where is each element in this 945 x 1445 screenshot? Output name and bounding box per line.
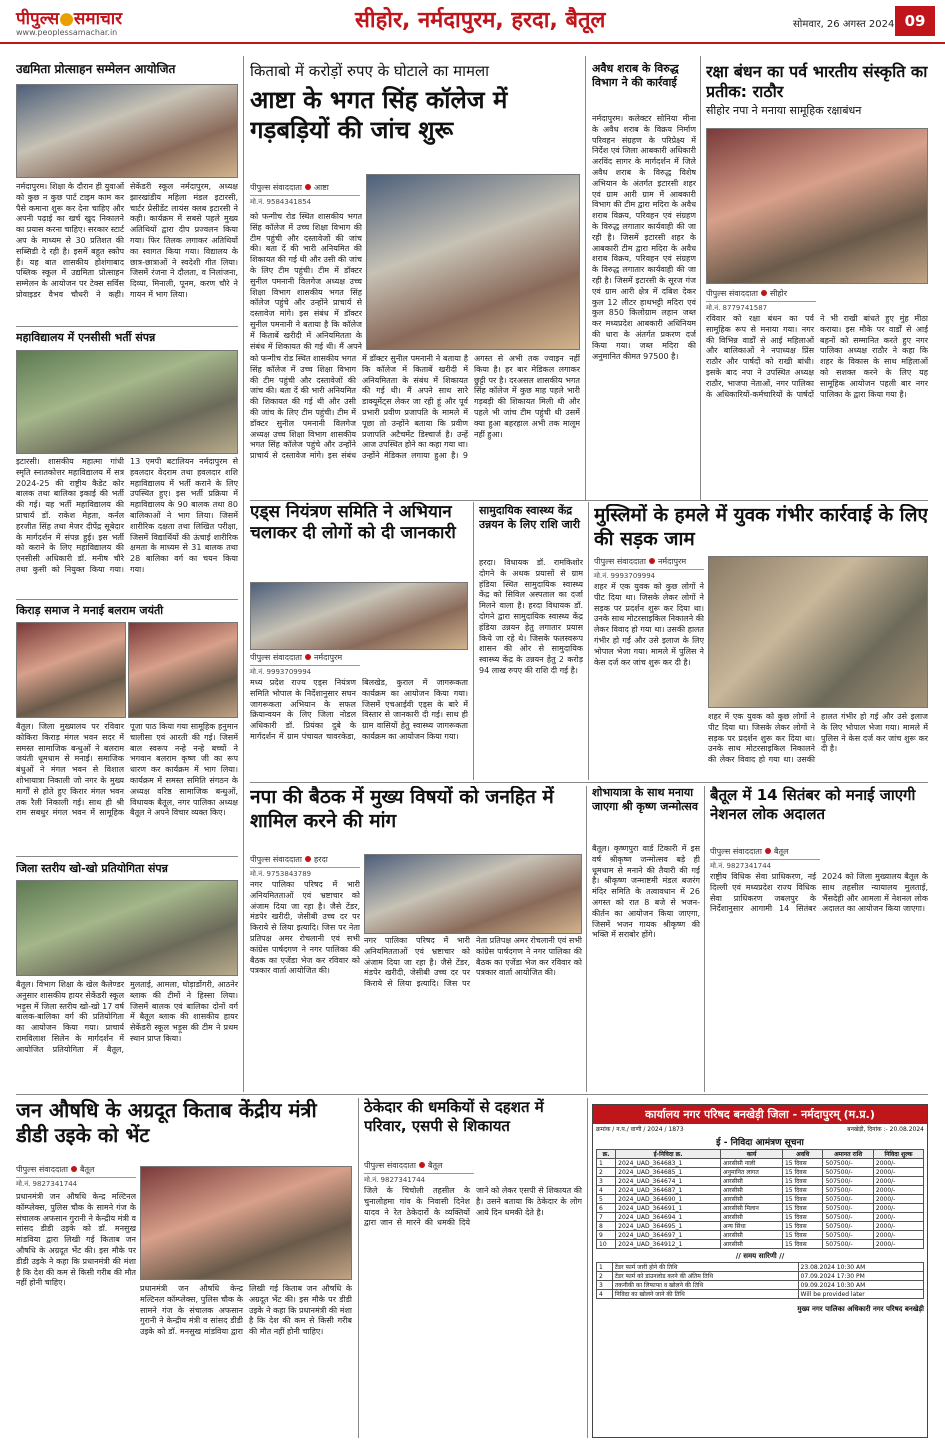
article-headline[interactable]: उद्यमिता प्रोत्साहन सम्मेलन आयोजित [16, 62, 176, 76]
table-cell: 507500/- [823, 1168, 873, 1177]
location-pin-icon [305, 184, 311, 190]
article-photo [128, 622, 238, 718]
article-body: मध्य प्रदेश राज्य एड्स नियंत्रण समिति भोपाल के निर्देशानुसार सघन जागरूकता अभियान के सफल क्रियान्वयन के लिए जिला नोडल अधिकारी डॉ. प्रियंका दुबे के मार्गदर्शन में ग्राम पंचायत चावरकेडा, बिलखेड, कुराल में जागरूकता कार्यक्रम का आयोजन किया गया। जिसमें एचआईवी एड्स के बारे में विस्तार से जानकारी दी गई। साथ ही ग्राम वासियों हेतु स्वास्थ्य जागरूकता कार्यक्रम का आयोजन किया गया। [250, 678, 468, 741]
article-headline[interactable]: रक्षा बंधन का पर्व भारतीय संस्कृति का प्रतीक: राठौर [706, 62, 928, 101]
schedule-title: // समय सारिणी // [735, 1252, 785, 1260]
location-pin-icon [305, 654, 311, 660]
table-cell: 1 [597, 1159, 616, 1168]
byline-mobile: मो.नं. 9584341854 [250, 198, 312, 206]
table-cell: 2000/- [873, 1168, 923, 1177]
table-cell: 15 दिवस [782, 1222, 823, 1231]
article-adalat-head [710, 786, 928, 840]
column-divider [587, 1098, 588, 1438]
article-photo [708, 556, 928, 708]
table-row [597, 1168, 924, 1177]
table-cell: 2 [597, 1168, 616, 1177]
byline [706, 288, 816, 302]
table-cell: आरसीसी नाली [721, 1159, 783, 1168]
byline-name: पीपुल्स संवाददाता [250, 183, 302, 192]
location-pin-icon [761, 290, 767, 296]
table-cell: 2024_UAD_364683_1 [616, 1159, 721, 1168]
article-photo [16, 622, 126, 718]
tender-table [596, 1149, 924, 1249]
table-cell: 2000/- [873, 1186, 923, 1195]
table-cell: 507500/- [823, 1231, 873, 1240]
article-body: बैतूल। कृष्णपुरा वार्ड टिकारी में इस वर्ष श्रीकृष्ण जन्मोत्सव बड़े ही धूमधाम से मनाने की तैयारी की गई है। श्रीकृष्ण जन्माष्टमी मंडल बजरंग मंदिर समिति के तत्वावधान में 26 अगस्त को रात 8 बजे से भजन-कीर्तन का आयोजन किया जाएगा, जिसमें भजन गायक श्रीकृष्ण की भक्ति में सराबोर होंगे। [592, 844, 700, 940]
table-cell: 5 [597, 1195, 616, 1204]
tender-header-cell: निविदा शुल्क [873, 1150, 923, 1159]
table-cell: 2000/- [873, 1159, 923, 1168]
tender-signature: मुख्य नगर पालिका अधिकारी नगर परिषद बनखेड़ी [797, 1305, 924, 1313]
byline-name: पीपुल्स संवाददाता [706, 289, 758, 298]
divider [250, 782, 928, 783]
logo-text-b: समाचार [73, 9, 123, 29]
table-cell: आरसीसी [721, 1213, 783, 1222]
tender-notice [592, 1104, 928, 1438]
article-aids-body [250, 678, 468, 778]
article-body: शहर में एक युवक को कुछ लोगों ने पीट दिया था। जिसके लेकर लोगों ने सड़क पर प्रदर्शन शुरू कर दिया था। उनके साथ मोटरसाइकिल निकालने की लेकर विवाद हो गया था। उसकी हालत गंभीर हो गई और उसे इलाज के लिए भोपाल भेजा गया। मामले में पुलिस ने केस दर्ज कर जांच शुरू कर दी है। [594, 582, 704, 667]
schedule-table [596, 1262, 924, 1299]
article-photo [16, 84, 238, 178]
article-ncc-headline-wrap [16, 331, 238, 347]
column-divider [243, 56, 244, 1092]
article-body: जिले के चिचोली तहसील के चुनालोहमा गांव के निवासी दिनेश यादव ने रेत ठेकेदारों के व्यक्तियों द्वारा जान से मारने की धमकी दिये जाने को लेकर एसपी से शिकायत की है। उसने बताया कि ठेकेदार के लोग आये दिन धमकी देते है। [364, 1186, 582, 1228]
table-cell: 2000/- [873, 1231, 923, 1240]
article-aushadhi-byline [16, 1164, 136, 1188]
article-napa-body [250, 880, 360, 1090]
schedule-row [597, 1272, 924, 1281]
article-aids-head [250, 502, 468, 580]
table-cell: टेंडर फार्म को डाउनलोड करने की अंतिम तिथि [612, 1272, 798, 1281]
table-cell: 07.09.2024 17:30 PM [798, 1272, 923, 1281]
article-headline[interactable]: सामुदायिक स्वास्थ्य केंद्र उन्नयन के लिए राशि जारी [479, 504, 580, 531]
table-cell: आरसीसी [721, 1177, 783, 1186]
table-cell: 15 दिवस [782, 1231, 823, 1240]
byline-mobile: मो.नं. 9993709994 [250, 668, 312, 676]
table-cell: 9 [597, 1231, 616, 1240]
article-kirad-body [16, 722, 238, 852]
article-napa-byline [250, 854, 360, 878]
byline-mobile: मो.नं. 9753843789 [250, 870, 312, 878]
byline [364, 1160, 474, 1174]
byline-mobile: मो.नं. 9827341744 [364, 1176, 426, 1184]
article-headline[interactable]: मुस्लिमों के हमले में युवक गंभीर कार्रवाई के लिए की सड़क जाम [594, 504, 928, 550]
location-pin-icon [649, 558, 655, 564]
table-cell: 2000/- [873, 1204, 923, 1213]
schedule-row [597, 1281, 924, 1290]
article-napa-body-b [364, 936, 582, 1090]
logo-dot-icon: ● [59, 9, 74, 29]
tender-office-title: कार्यालय नगर परिषद बनखेड़ी जिला - नर्मदापुरम् (म.प्र.) [593, 1105, 927, 1124]
tender-header-cell: ई-निविदा क्र. [616, 1150, 721, 1159]
article-photo [706, 128, 928, 284]
byline-mobile: मो.नं. 9827341744 [16, 1180, 78, 1188]
article-krishna-head [592, 786, 700, 840]
article-headline[interactable]: अवैध शराब के विरुद्ध विभाग ने की कार्रवाई [592, 62, 679, 89]
table-cell: आरसीसी [721, 1195, 783, 1204]
divider [16, 1094, 928, 1095]
table-cell: 15 दिवस [782, 1177, 823, 1186]
article-roadjam-body-b [708, 712, 928, 778]
table-cell: आरसीसी मिलान [721, 1204, 783, 1213]
article-headline[interactable]: महाविद्यालय में एनसीसी भर्ती संपन्न [16, 331, 156, 344]
article-ashta-body-b [250, 354, 580, 496]
article-body: नगर पालिका परिषद में भारी अनियमितताओं एवं भ्रष्टाचार को अंजाम दिया जा रहा है। जैसे टेंडर, मंडपेर खरीदी, जेसीबी उच्च दर पर किराये से लिया इत्यादि। जिस पर नेता प्रतिपक्ष अमर रोचलानी एवं सभी कांग्रेस पार्षदगण ने नगर पालिका की बैठक का एजेंडा भेज कर रविवार को पत्रकार वार्ता आयोजित की। [364, 936, 582, 989]
table-cell: 2024_UAD_364691_1 [616, 1204, 721, 1213]
byline [250, 182, 360, 196]
article-udyamita-headline-wrap [16, 62, 238, 78]
page-number: 09 [895, 6, 935, 36]
article-raksha-body [706, 314, 928, 496]
article-body: प्रधानमंत्री जन औषधि केन्द्र मल्टिनल कॉम्प्लेक्स, पुलिस चौक के सामने गंज के संचालक अफसान गुरानी ने केन्द्रीय मंत्री व सांसद डीडी उइके को डॉ. मनसुख मांडविया द्वारा लिखी गई किताब जन औषधि के अग्रदूत भेंट की। इस मौके पर डीडी उइके ने कहा कि प्रधानमंत्री की मंशा है कि देश की कम से किसी गरीब की मौत नहीं होनी चाहिए। [16, 1192, 136, 1288]
table-cell: 2000/- [873, 1213, 923, 1222]
table-cell: तकनीकी का लिफाफा व खोलने की तिथि [612, 1281, 798, 1290]
table-row [597, 1213, 924, 1222]
byline-place: सीहोर [769, 289, 788, 298]
article-napa-head [250, 786, 582, 846]
article-roadjam-body [594, 582, 704, 778]
table-cell: 3 [597, 1177, 616, 1186]
article-headline[interactable]: किराड़ समाज ने मनाई बलराम जयंती [16, 604, 164, 617]
table-cell: निविदा का खोलने जाने की तिथि [612, 1290, 798, 1299]
table-cell: 2 [597, 1272, 613, 1281]
table-cell: 507500/- [823, 1240, 873, 1249]
location-pin-icon [765, 848, 771, 854]
table-cell: 6 [597, 1204, 616, 1213]
site-url[interactable]: www.peoplessamachar.in [16, 28, 118, 37]
byline-name: पीपुल्स संवाददाता [364, 1161, 416, 1170]
article-adalat-body [710, 872, 928, 1090]
article-roadjam-byline [594, 556, 704, 580]
article-photo [140, 1166, 352, 1280]
table-cell: 507500/- [823, 1177, 873, 1186]
table-cell: 8 [597, 1222, 616, 1231]
article-headline[interactable]: जिला स्तरीय खो-खो प्रतियोगिता संपन्न [16, 862, 168, 875]
byline-name: पीपुल्स संवाददाता [710, 847, 762, 856]
location-pin-icon [71, 1166, 77, 1172]
table-row [597, 1159, 924, 1168]
table-cell: 4 [597, 1186, 616, 1195]
byline [250, 652, 360, 666]
table-cell: 2024_UAD_364697_1 [616, 1231, 721, 1240]
byline-mobile: मो.नं. 9827341744 [710, 862, 772, 870]
schedule-row [597, 1290, 924, 1299]
byline-place: बैतूल [427, 1161, 443, 1170]
article-raksha-head [706, 62, 928, 126]
table-cell: 09.09.2024 10:30 AM [798, 1281, 923, 1290]
byline-mobile: मो.नं. 8779741587 [706, 304, 768, 312]
column-divider [588, 502, 589, 780]
byline [250, 854, 360, 868]
article-body: प्रधानमंत्री जन औषधि केन्द्र मल्टिनल कॉम्प्लेक्स, पुलिस चौक के सामने गंज के संचालक अफसान गुरानी ने केन्द्रीय मंत्री व सांसद डीडी उइके को डॉ. मनसुख मांडविया द्वारा लिखी गई किताब जन औषधि के अग्रदूत भेंट की। इस मौके पर डीडी उइके ने कहा कि प्रधानमंत्री की मंशा है कि देश की कम से किसी गरीब की मौत नहीं होनी चाहिए। [140, 1284, 352, 1337]
table-cell: आरसीसी [721, 1240, 783, 1249]
byline-place: नर्मदापुरम [657, 557, 687, 566]
article-headline[interactable]: बैतूल में 14 सितंबर को मनाई जाएगी नेशनल लोक अदालत [710, 786, 916, 823]
table-cell: 507500/- [823, 1222, 873, 1231]
article-photo [366, 174, 580, 350]
table-cell: आरसीसी [721, 1186, 783, 1195]
table-cell: 2024_UAD_364694_1 [616, 1213, 721, 1222]
article-body: बैतूल। जिला मुख्यालय पर रविवार कोकिरा किराड़ मंगल भवन सदर में समस्त सामाजिक बन्धुओं ने बलराम जयंती धूमधाम से मनाई। समाजिक बंधुओं ने मंगल भवन से विशाल शोभायात्रा निकाली जो नगर के मुख्य मार्गों से होते हुए किरार मंगल भवन तक रैली निकाली गई। साथ ही श्री राम सबधुर मंगल भवन में सामूहिक पूजा पाठ किया गया सामूहिक हनुमान चालीसा एवं आरती की गई। जिसमें बाल स्वरूप नन्हे नन्हे बच्चों ने भगवान बलराम कृष्ण जी का रूप धारण कर कार्यक्रम में भाग लिया। कार्यक्रम में समस्त समिति संगठन के अध्यक्ष वरिष्ठ सामाजिक बन्धुओं, विधायक बैतूल, नगर पालिका अध्यक्ष बैतूल ने अपने विचार व्यक्त किए। [16, 722, 238, 818]
tender-header-cell: क्र. [597, 1150, 616, 1159]
table-cell: 15 दिवस [782, 1186, 823, 1195]
issue-date: सोमवार, 26 अगस्त 2024 [793, 19, 895, 30]
article-photo [364, 854, 582, 934]
article-health-body [479, 558, 583, 778]
article-raksha-byline [706, 288, 816, 312]
article-headline[interactable]: आष्टा के भगत सिंह कॉलेज में गड़बड़ियों की जांच शुरू [250, 85, 508, 144]
table-cell: 4 [597, 1290, 613, 1299]
table-cell: 7 [597, 1213, 616, 1222]
table-cell: 507500/- [823, 1213, 873, 1222]
schedule-row [597, 1263, 924, 1272]
byline-name: पीपुल्स संवाददाता [250, 855, 302, 864]
tender-notice-heading: ई - निविदा आमंत्रण सूचना [716, 1138, 804, 1148]
article-krishna-body [592, 844, 700, 1090]
table-cell: Will be provided later [798, 1290, 923, 1299]
divider [16, 326, 238, 327]
column-divider [358, 1098, 359, 1438]
table-row [597, 1195, 924, 1204]
table-cell: 2024_UAD_364687_1 [616, 1186, 721, 1195]
table-cell: 15 दिवस [782, 1204, 823, 1213]
byline-name: पीपुल्स संवाददाता [594, 557, 646, 566]
table-row [597, 1240, 924, 1249]
byline-place: हरदा [313, 855, 328, 864]
table-cell: 2024_UAD_364674_1 [616, 1177, 721, 1186]
table-cell: 2000/- [873, 1195, 923, 1204]
article-body: रविवार को रक्षा बंधन का पर्व सामूहिक रूप से मनाया गया। नगर की विभिन्न वार्डों से आई महिलाओं और बालिकाओं ने नपाध्यक्ष प्रिंस राठौर और पार्षदों को राखी बांधी। इसके बाद नपा ने उपस्थित अध्यक्ष राठौर, भाजपा नेताओं, नगर पालिका के अधिकारियों-कर्मचारियों के पार्षदों ने भी राखी बांधते हुए मुंह मीठा कराया। इस मौके पर वार्डों से आई बहनों को सम्मानित करते हुए नगर पालिका अध्यक्ष राठौर ने कहा कि शहर के विकास के साथ महिलाओं को सशक्त करने के लिए यह सामूहिक आयोजन पहली बार नगर पालिका के द्वारा किया गया है। [706, 314, 928, 399]
byline-place: बैतूल [773, 847, 789, 856]
table-cell: टेंडर फार्म जारी होने की तिथि [612, 1263, 798, 1272]
article-kicker: किताबो में करोड़ों रुपए के घोटाले का मामला [250, 62, 490, 80]
article-threat-byline [364, 1160, 474, 1184]
article-headline[interactable]: ठेकेदार की धमकियों से दहशत में परिवार, एसपी से शिकायत [364, 1098, 544, 1135]
table-cell: 2024_UAD_364695_1 [616, 1222, 721, 1231]
article-health-head [479, 504, 583, 556]
column-divider [586, 786, 587, 1092]
article-adalat-byline [710, 846, 820, 870]
article-kirad-headline-wrap [16, 604, 238, 620]
article-subhead: सीहोर नपा ने मनाया सामूहिक रक्षाबंधन [706, 104, 862, 117]
article-headline[interactable]: नपा की बैठक में मुख्य विषयों को जनहित में शामिल करने की मांग [250, 786, 554, 832]
table-cell: 15 दिवस [782, 1213, 823, 1222]
table-cell: 507500/- [823, 1159, 873, 1168]
table-cell: 507500/- [823, 1204, 873, 1213]
article-aushadhi-head [16, 1098, 352, 1160]
byline-place: बैतूल [79, 1165, 95, 1174]
article-body: नर्मदापुरम। कलेक्टर सोनिया मीना के अवैध शराब के विक्रय निर्माण परिवहन संग्रहण के परिप्रेक्ष्य में निर्देश एवं जिला आबकारी अधिकारी अरविंद सागर के मार्गदर्शन में जिले अवैध शराब के विरुद्ध विशेष अभियान के अंतर्गत इटारसी शहर एवं ग्राम आरी ग्राम में आबकारी विभाग की टीम द्वारा मदिरा के अवैध शराब विक्रय, परिवहन एवं संग्रहण के विरुद्ध लगातार कार्यवाही की जा रही है। जिसमें इटारसी शहर के आबकारी टीम द्वारा मदिरा के अवैध शराब विक्रय, परिवहन एवं संग्रहण के विरुद्ध लगातार कार्यवाही की जा रही है। जिसमें इटारसी के सूरज गंज एवं ग्राम आरी क्षेत्र में दबिश देकर कुल 12 लीटर हाथभट्टी मदिरा एवं कुल 850 किलोग्राम लहान जब्त कर मध्यप्रदेश आबकारी अधिनियम की धारा के अंतर्गत प्रकरण दर्ज किया गया। जब्त मदिरा की अनुमानित कीमत 97500 है। [592, 114, 696, 361]
byline-mobile: मो.नं. 9993709994 [594, 572, 656, 580]
table-cell: 10 [597, 1240, 616, 1249]
byline [594, 556, 704, 570]
byline [710, 846, 820, 860]
table-row [597, 1204, 924, 1213]
newspaper-logo[interactable] [16, 6, 122, 29]
tender-header-cell: कार्य [721, 1150, 783, 1159]
column-divider [700, 56, 701, 500]
table-row [597, 1186, 924, 1195]
article-body: शहर में एक युवक को कुछ लोगों ने पीट दिया था। जिसके लेकर लोगों ने सड़क पर प्रदर्शन शुरू कर दिया था। उनके साथ मोटरसाइकिल निकालने की लेकर विवाद हो गया था। उसकी हालत गंभीर हो गई और उसे इलाज के लिए भोपाल भेजा गया। मामले में पुलिस ने केस दर्ज कर जांच शुरू कर दी है। [708, 712, 928, 765]
tender-header-cell: अवधि [782, 1150, 823, 1159]
article-headline[interactable]: एड्स नियंत्रण समिति ने अभियान चलाकर दी लोगों को दी जानकारी [250, 502, 456, 544]
article-liquor-head [592, 62, 696, 110]
article-body: को फन्गीच रोड स्थित शासकीय भगत सिंह कॉलेज में उच्च शिक्षा विभाग की टीम पहुंची और दस्तावेजों की जांच की। बता दें की भारी अनियमित की शिकायत की गई थी और उसी की जांच के लिए टीम पहुंची। टीम में डॉक्टर सुनील पमनानी विलगेज अध्यक्ष उच्च शिक्षा विभाग शासकीय भगत सिंह कॉलेज पहुंचे और उन्होंने प्राचार्य से दस्तावेज मांगे। इस संबंध में डॉक्टर सुनील पमनानी ने बताया है कि कॉलेज में किताबें खरीदी में अनियमितता के संबंध में शिकायत की गई थी। मैं अपने [250, 212, 362, 351]
table-cell: 2024_UAD_364912_1 [616, 1240, 721, 1249]
tender-ref: क्रमांक / न.प./ वाणी / 2024 / 1873 [596, 1126, 684, 1133]
column-divider [585, 56, 586, 500]
tender-ref-date: बनखेड़ी, दिनांक :- 20.08.2024 [847, 1126, 924, 1133]
byline-place: आष्टा [313, 183, 329, 192]
table-cell: 507500/- [823, 1195, 873, 1204]
table-cell: 2000/- [873, 1222, 923, 1231]
masthead [0, 0, 945, 44]
table-cell: 2000/- [873, 1177, 923, 1186]
article-ashta-byline [250, 182, 360, 208]
table-cell: 3 [597, 1281, 613, 1290]
table-cell: 15 दिवस [782, 1159, 823, 1168]
article-body: नर्मदापुरम। शिक्षा के दौरान ही युवाओं को कुछ न कुछ पार्ट टाइम काम कर पैसे कमाना शुरू कर देना चाहिए और अपनी पढ़ाई का खर्च खुद निकालने का प्रयास करना चाहिए। सरकार स्टार्ट अप के माध्यम से 30 प्रतिशत की सब्सिडी दे रही है। इसमें बहुत स्कोप हैं। यह बात शासकीय होशंगाबाद पब्लिक स्कूल में उद्यमिता प्रोत्साहन सम्मेलन के आयोजन पर टेक्स सर्विस प्रोवाइडर वैभव चौधरी ने कही। सेकेंडरी स्कूल नर्मदापुरम, अध्यक्ष झारखांडीय महिला मंडल इटारसी, चार्टर प्रेसीडेंट लायंस क्लब इटारसी ने कही। कार्यक्रम में सबसे पहले मुख्य अतिथियों द्वारा दीप प्रज्वलन किया गया। फिर तिलक लगाकर अतिथियों का स्वागत किया गया। विद्यालय के छात्र-छात्राओं ने स्वदेशी गीत लिया। जिसमें रंजना ने दौलता, व निलांजना, दिव्या, मिनाली, पूनम, करण चौरे ने गायन में भाग लिया। [16, 182, 238, 299]
article-khokho-body [16, 980, 238, 1086]
location-pin-icon [305, 856, 311, 862]
article-ncc-body [16, 457, 238, 595]
table-cell: 2024_UAD_364690_1 [616, 1195, 721, 1204]
article-body: राष्ट्रीय विधिक सेवा प्राधिकरण, नई दिल्ली एवं मध्यप्रदेश राज्य विधिक सेवा प्राधिकरण जबलपुर के निर्देशानुसार आगामी 14 सितंबर 2024 को जिला मुख्यालय बैतूल के साथ तहसील न्यायालय मुलताई, भैंसदेही और आमला में नेशनल लोक अदालत का आयोजन किया जाएगा। [710, 872, 928, 914]
article-body: बैतूल। विभाग शिक्षा के खेल कैलेण्डर अनुसार शासकीय हायर सेकेंडरी स्कूल भड़ूस में जिला स्तरीय खो-खो 17 वर्ष बालक-बालिका वर्ग की प्रतियोगिता का आयोजन किया गया। प्राचार्य रामविलाश सिलेन के मार्गदर्शन में आयोजित प्रतियोगिता में बैतूल, मुलताई, आमला, घोड़ाडोंगरी, आठनेर ब्लाक की टीमों ने हिस्सा लिया। जिसमें बालक एवं बालिका दोनों वर्ग में बैतूल ब्लाक की शासकीय हायर सेकेंडरी स्कूल भड़ूस की टीम ने प्रथम स्थान प्राप्त किया। [16, 980, 238, 1054]
divider [16, 856, 238, 857]
table-cell: 15 दिवस [782, 1240, 823, 1249]
table-cell: अनुमानित लागत [721, 1168, 783, 1177]
article-udyamita-body [16, 182, 238, 322]
article-body: हरदा। विधायक डॉ. रामकिशोर दोगने के अथक प्रयासों से ग्राम हंडिया स्थित सामुदायिक स्वास्थ्य केंद्र को सिविल अस्पताल का दर्जा मिलने वाला है। हरदा विधायक डॉ. दोगने द्वारा सामुदायिक स्वास्थ्य केंद्र हंडिया उन्नयन हेतु लगातार प्रयास किये जा रहे थे। जिसके फलस्वरूप शासन की ओर से सामुदायिक स्वास्थ्य केंद्र के उन्नयन हेतु 2 करोड़ 94 लाख रुपए की राशि दी गई है। [479, 558, 583, 675]
table-cell: अन्य सिंधा [721, 1222, 783, 1231]
article-body: नगर पालिका परिषद में भारी अनियमितताओं एवं भ्रष्टाचार को अंजाम दिया जा रहा है। जैसे टेंडर, मंडपेर खरीदी, जेसीबी उच्च दर पर किराये से लिया इत्यादि। जिस पर नेता प्रतिपक्ष अमर रोचलानी एवं सभी कांग्रेस पार्षदगण ने नगर पालिका की बैठक का एजेंडा भेज कर रविवार को पत्रकार वार्ता आयोजित की। [250, 880, 360, 976]
table-cell: 1 [597, 1263, 613, 1272]
divider [16, 599, 238, 600]
article-headline[interactable]: शोभायात्रा के साथ मनाया जाएगा श्री कृष्ण जन्मोत्सव [592, 786, 698, 813]
table-row [597, 1222, 924, 1231]
article-khokho-headline-wrap [16, 862, 238, 878]
article-aushadhi-body-b [140, 1284, 352, 1436]
table-cell: 15 दिवस [782, 1168, 823, 1177]
location-pin-icon [419, 1162, 425, 1168]
article-body: को फन्गीच रोड स्थित शासकीय भगत सिंह कॉलेज में उच्च शिक्षा विभाग की टीम पहुंची और दस्तावेजों की जांच की। बता दें की भारी अनियमित की शिकायत की गई थी और उसी की जांच के लिए टीम पहुंची। टीम में डॉक्टर सुनील पमनानी विलगेज अध्यक्ष उच्च शिक्षा विभाग शासकीय भगत सिंह कॉलेज पहुंचे और उन्होंने प्राचार्य से दस्तावेज मांगे। इस संबंध में डॉक्टर सुनील पमनानी ने बताया है कि कॉलेज में किताबें खरीदी में अनियमितता के संबंध में शिकायत की गई थी। मैं अपने साथ सारे डाक्यूमेंट्स लेकर जा रही हूं और पूर्व प्रभारी प्रवीण प्रजापति के मामले में पूछा तो उन्होंने बताया कि प्रवीण प्रजापति अटैचमेंट डिस्चार्ज है। उन्हें आज उपस्थित होने का कहा गया था। उन्होंने मेडिकल लगाया हुआ है। 9 अगस्त से अभी तक ज्वाइन नहीं किया है। हर बार मेडिकल लगाकर छुट्टी पर है। दरअसल शासकीय भगत सिंह कॉलेज में कुछ माह पहले भारी गड़बड़ी की शिकायत मिली थी और पहले भी जांच टीम पहुंची थी उसमें क्या हुआ बहरहाल अभी तक मालूम नहीं हुआ। [250, 354, 580, 461]
byline-place: नर्मदापुरम [313, 653, 343, 662]
divider [250, 500, 928, 501]
article-threat-head [364, 1098, 582, 1158]
logo-text-a: पीपुल्स [16, 9, 60, 29]
table-row [597, 1177, 924, 1186]
table-cell: 2024_UAD_364685_1 [616, 1168, 721, 1177]
article-aushadhi-body [16, 1192, 136, 1436]
article-headline[interactable]: जन औषधि के अग्रदूत किताब केंद्रीय मंत्री डीडी उइके को भेंट [16, 1098, 317, 1147]
article-roadjam-head [594, 504, 928, 554]
article-threat-body [364, 1186, 582, 1436]
table-cell: 15 दिवस [782, 1195, 823, 1204]
byline [16, 1164, 136, 1178]
article-photo [16, 350, 238, 454]
article-photo [250, 582, 468, 650]
table-row [597, 1231, 924, 1240]
table-cell: 507500/- [823, 1186, 873, 1195]
table-cell: 23.08.2024 10:30 AM [798, 1263, 923, 1272]
byline-name: पीपुल्स संवाददाता [16, 1165, 68, 1174]
section-title: सीहोर, नर्मदापुरम, हरदा, बैतूल [355, 8, 606, 33]
article-ashta-head [250, 62, 580, 166]
article-body: इटारसी। शासकीय महात्मा गांधी स्मृति स्नातकोत्तर महाविद्यालय में सत्र 2024-25 की राष्ट्रीय कैडेट कोर बालक तथा बालिका इकाई की भर्ती की गई। यह भर्ती महाविद्यालय की प्राचार्य डॉ. राकेश मेहता, कर्नल हरजीत सिंह तथा मेजर दीपेंद्र सूबेदार के मार्गदर्शन में संपन्न हुई। इस भर्ती को कराने के लिए महाविद्यालय की एनसीसी अधिकारी डॉ. मनीष चौरे तथा कुसी को नियुक्त किया गया। 13 एमपी बटालियन नर्मदापुरम से हवलदार वेदराम तथा हवलदार शशि महाविद्यालय में भर्ती कराने के लिए उपस्थित हुए। इस भर्ती प्रक्रिया में महाविद्यालय के 90 बालक तथा 80 बालिकाओं ने भाग लिया। जिसमें शारीरिक दक्षता तथा लिखित परीक्षा, जिसमें विद्यार्थियों की ऊंचाई शारीरिक क्षमता के माध्यम से 31 बालक तथा 28 बालिका वर्ग का चयन किया गया। [16, 457, 238, 574]
article-ashta-body-a [250, 212, 362, 352]
table-cell: 2000/- [873, 1240, 923, 1249]
article-photo [16, 880, 238, 976]
article-liquor-body [592, 114, 696, 494]
column-divider [704, 786, 705, 1092]
tender-header-cell: अमानत राशि [823, 1150, 873, 1159]
table-cell: आरसीसी [721, 1231, 783, 1240]
byline-name: पीपुल्स संवाददाता [250, 653, 302, 662]
column-divider [473, 502, 474, 780]
article-aids-byline [250, 652, 360, 676]
